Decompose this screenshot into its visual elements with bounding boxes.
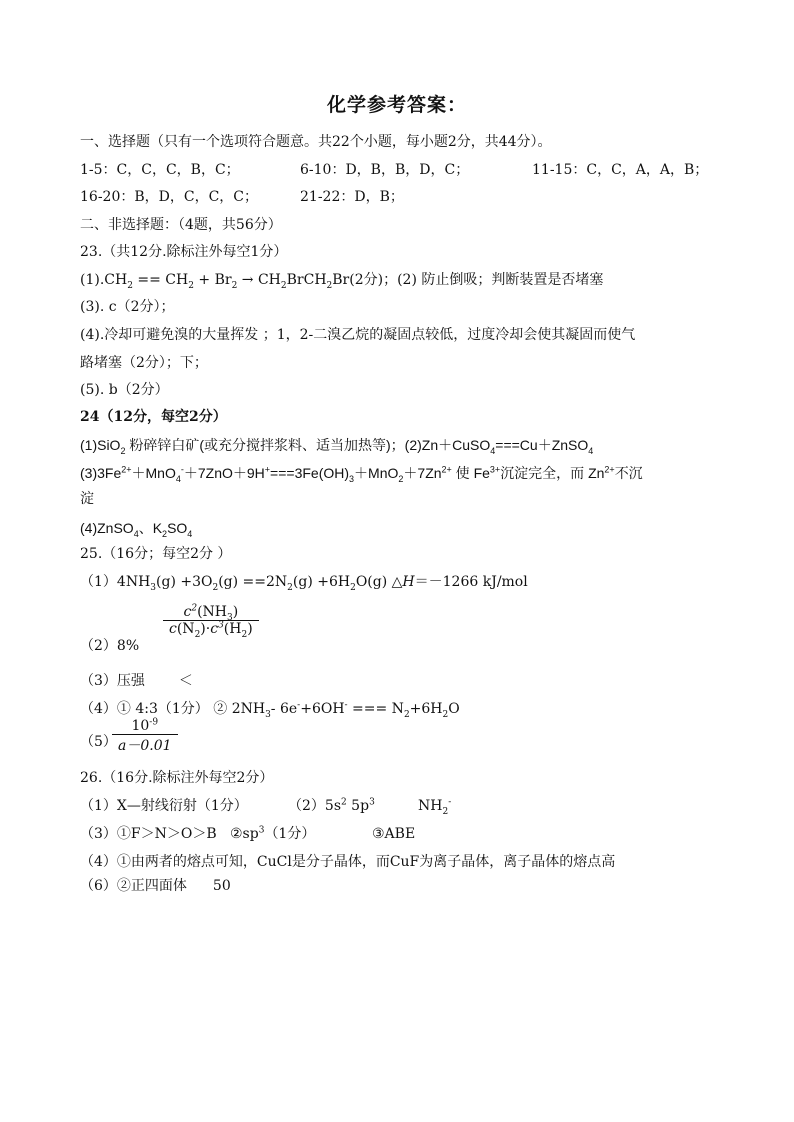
q23-part-4-line-2: 路堵塞（2分）；下； [80, 355, 208, 371]
q25-part-3: （3）压强 ＜ [80, 673, 193, 689]
choice-group-16-20: 16-20：B，D，C，C，C； [80, 189, 259, 205]
fraction-denominator: $c(N_2)\cdot c^3(H_2)$ [169, 620, 253, 640]
section-1-heading: 一、选择题（只有一个选项符合题意。共22个小题，每小题2分，共44分）。 [80, 134, 552, 150]
q25-part-4: （4）① 4:3（1分） ② $2NH_3-$ 6e-+6OH- === $N_2+6H_2O$ [80, 700, 460, 720]
q24-heading: 24（12分，每空2分） [80, 409, 227, 425]
q23-part-5: (5). b（2分） [80, 382, 169, 398]
page-title: 化学参考答案： [326, 94, 467, 116]
q25-part-5-label: （5） [80, 734, 117, 750]
q23-part-4-line-1: (4).冷却可避免溴的大量挥发 ；1，2-二溴乙烷的凝固点较低，过度冷却会使其凝固而使气 [80, 327, 636, 343]
answer-sheet-page: 化学参考答案： 一、选择题（只有一个选项符合题意。共22个小题，每小题2分，共44分）。 1-5：C，C，C，B，C； 6-10：D，B，B，D，C； 11-15：C，C，A，A，B； 16-20：B，D，C，C，C； 21-22：D，B； 二、非选择题：（4题，共56分） 23.（共12分.除标注外每空1分） $(1).CH_2 == CH_2 + Br_2$ → $CH_2BrCH_2Br(2$分)；(2) 防止倒吸；判断装置是否堵塞 (3). c（2分）； (4).冷却可避免溴的大量挥发 ；1，2-二溴乙烷的凝固点较低，过度冷却会使其凝固而使气 路堵塞（2分）；下； (5). b（2分） 24（12分，每空2分） (1)SiO$_2$ 粉碎锌白矿(或充分搅拌浆料、适当加热等)；(2)Zn＋CuSO$_4$===Cu＋ZnSO$_4$ $(3)3Fe^{2+}+MnO_4^-+7ZnO+9H^+===3Fe(OH)_3+MnO_2+7Zn^{2+}$ 使 $Fe^{3+}$沉淀完全，而 $Zn^{2+}$不沉 淀 (4)ZnSO$_4$、$K_2SO_4$ 25.（16分；每空2分 ） $(1)4NH_3(g) +3O_2(g) ==2N_2(g) +6H_2O(g)$ △H＝－1266 kJ/mol （2）8% $c^2(NH_3)$ $c(N_2)\cdot c^3(H_2)$ （3）压强 ＜ （4）① 4:3（1分） ② $2NH_3-$ 6e-+6OH- === $N_2+6H_2O$ （5） $10^{-9}$ a－0.01 26.（16分.除标注外每空2分） （1）X—射线衍射（1分） $(2)5s^2$ $5p^3$ $NH_2^-$ （3）①F＞N＞O＞B $②sp^3(1$分） ③ABE （4）①由两者的熔点可知，CuCl是分子晶体，而CuF为离子晶体，离子晶体的熔点高 （6）②正四面体 50 [0, 0, 794, 1122]
q25-part-2-label: （2）8% [80, 638, 140, 654]
q25-part-5-fraction [112, 718, 178, 755]
choice-group-21-22: 21-22：D，B； [300, 189, 404, 205]
q26-heading: 26.（16分.除标注外每空2分） [80, 770, 274, 786]
fraction-numerator: $c^2(NH_3)$ [183, 603, 239, 623]
q23-part-3: (3). c（2分）； [80, 299, 175, 315]
q25-part-1: $(1)4NH_3(g) +3O_2(g) ==2N_2(g) +6H_2O(g)$ △H＝－1266 kJ/mol [80, 574, 528, 593]
q23-part-1-2: $(1).CH_2 == CH_2 + Br_2$ → $CH_2BrCH_2Br(2$分)；(2) 防止倒吸；判断装置是否堵塞 [80, 272, 604, 291]
q24-part-3-line-1: $(3)3Fe^{2+}+MnO_4^-+7ZnO+9H^+===3Fe(OH)_3+MnO_2+7Zn^{2+}$ 使 $Fe^{3+}$沉淀完全，而 $Zn^{2+}$不沉 [80, 464, 643, 484]
reaction-arrow: → [237, 272, 258, 288]
q24-part-3-line-2: 淀 [80, 491, 94, 507]
section-2-heading: 二、非选择题：（4题，共56分） [80, 217, 282, 233]
q26-part-4: （4）①由两者的熔点可知，CuCl是分子晶体，而CuF为离子晶体，离子晶体的熔点高 [80, 854, 616, 870]
q23-heading: 23.（共12分.除标注外每空1分） [80, 244, 288, 260]
choice-group-11-15: 11-15：C，C，A，A，B； [532, 162, 709, 178]
equilibrium-constant-fraction [163, 603, 259, 640]
q24-part-1-2: (1)SiO$_2$ 粉碎锌白矿(或充分搅拌浆料、适当加热等)；(2)Zn＋CuSO$_4$===Cu＋ZnSO$_4$ [80, 437, 594, 456]
fraction-numerator: $10^{-9}$ [131, 717, 159, 734]
fraction-denominator: a－0.01 [118, 738, 172, 754]
q26-part-6: （6）②正四面体 50 [80, 878, 231, 894]
choice-group-1-5: 1-5：C，C，C，B，C； [80, 162, 240, 178]
choice-group-6-10: 6-10：D，B，B，D，C； [300, 162, 470, 178]
q25-heading: 25.（16分；每空2分 ） [80, 546, 232, 562]
q24-part-4: (4)ZnSO$_4$、$K_2SO_4$ [80, 520, 193, 539]
